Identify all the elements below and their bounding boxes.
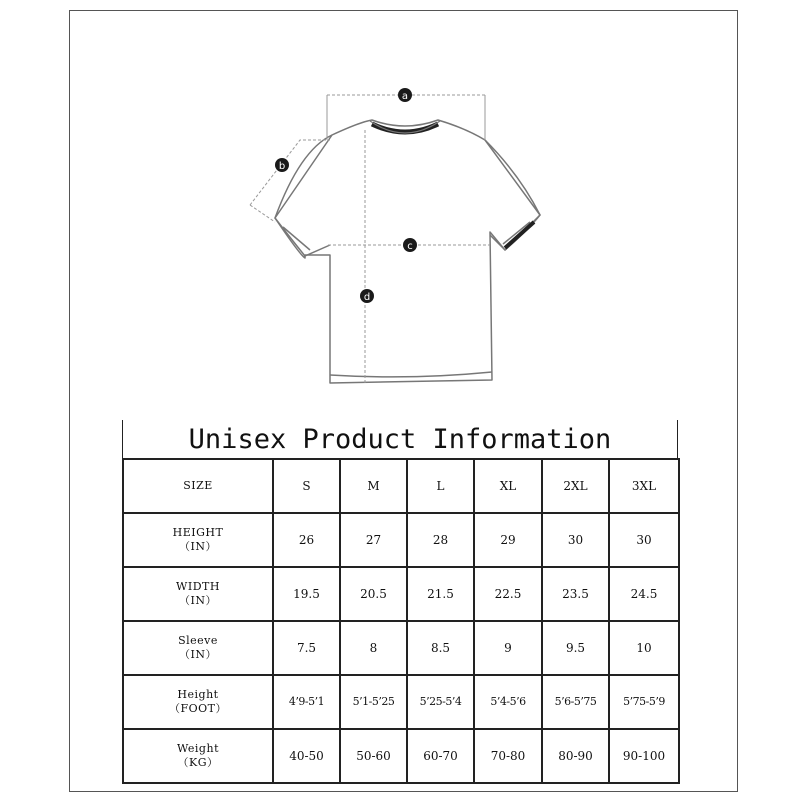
row-label-cell — [123, 621, 273, 675]
label-b: b — [278, 161, 286, 172]
table-cell: 8.5 — [407, 621, 474, 675]
table-cell: 60-70 — [407, 729, 474, 783]
table-cell: 4’9-5’1 — [273, 675, 340, 729]
tshirt-diagram — [240, 80, 560, 400]
header-cell: S — [273, 459, 340, 513]
table-cell: 80-90 — [542, 729, 609, 783]
header-cell: L — [407, 459, 474, 513]
row-unit: （KG） — [177, 756, 219, 769]
table-header-row — [123, 459, 679, 513]
table-cell: 20.5 — [340, 567, 407, 621]
label-a: a — [401, 91, 409, 102]
row-label-cell — [123, 567, 273, 621]
table-title-box — [122, 420, 678, 460]
table-cell: 29 — [474, 513, 542, 567]
table-cell: 5’4-5’6 — [474, 675, 542, 729]
table-cell: 23.5 — [542, 567, 609, 621]
table-row — [123, 675, 679, 729]
table-cell: 9 — [474, 621, 542, 675]
table-row — [123, 621, 679, 675]
table-cell: 5’25-5’4 — [407, 675, 474, 729]
table-cell: 28 — [407, 513, 474, 567]
row-label-cell — [123, 513, 273, 567]
table-cell: 22.5 — [474, 567, 542, 621]
header-cell: SIZE — [123, 459, 273, 513]
table-cell: 21.5 — [407, 567, 474, 621]
table-cell: 70-80 — [474, 729, 542, 783]
row-unit: （IN） — [179, 540, 217, 553]
table-cell: 10 — [609, 621, 679, 675]
table-cell: 8 — [340, 621, 407, 675]
row-label: Weight — [177, 742, 219, 755]
label-c: c — [407, 241, 413, 252]
table-cell: 30 — [542, 513, 609, 567]
table-cell: 5’6-5’75 — [542, 675, 609, 729]
table-cell: 7.5 — [273, 621, 340, 675]
row-label: HEIGHT — [172, 526, 224, 539]
table-cell: 90-100 — [609, 729, 679, 783]
row-unit: （IN） — [179, 594, 217, 607]
table-cell: 27 — [340, 513, 407, 567]
size-table — [122, 458, 680, 784]
row-label: Sleeve — [178, 634, 218, 647]
table-cell: 24.5 — [609, 567, 679, 621]
table-cell: 40-50 — [273, 729, 340, 783]
table-cell: 30 — [609, 513, 679, 567]
row-label: Height — [177, 688, 219, 701]
header-cell: M — [340, 459, 407, 513]
table-cell: 50-60 — [340, 729, 407, 783]
header-cell: 2XL — [542, 459, 609, 513]
table-cell: 5’75-5’9 — [609, 675, 679, 729]
table-row — [123, 567, 679, 621]
table-cell: 5’1-5’25 — [340, 675, 407, 729]
table-row — [123, 513, 679, 567]
row-unit: （IN） — [179, 648, 217, 661]
table-cell: 19.5 — [273, 567, 340, 621]
header-cell: 3XL — [609, 459, 679, 513]
row-label: WIDTH — [176, 580, 220, 593]
header-cell: XL — [474, 459, 542, 513]
table-row — [123, 729, 679, 783]
table-title: Unisex Product Information — [188, 424, 612, 455]
table-cell: 9.5 — [542, 621, 609, 675]
label-d: d — [363, 292, 371, 303]
table-cell: 26 — [273, 513, 340, 567]
row-unit: （FOOT） — [168, 702, 227, 715]
row-label-cell — [123, 729, 273, 783]
row-label-cell — [123, 675, 273, 729]
